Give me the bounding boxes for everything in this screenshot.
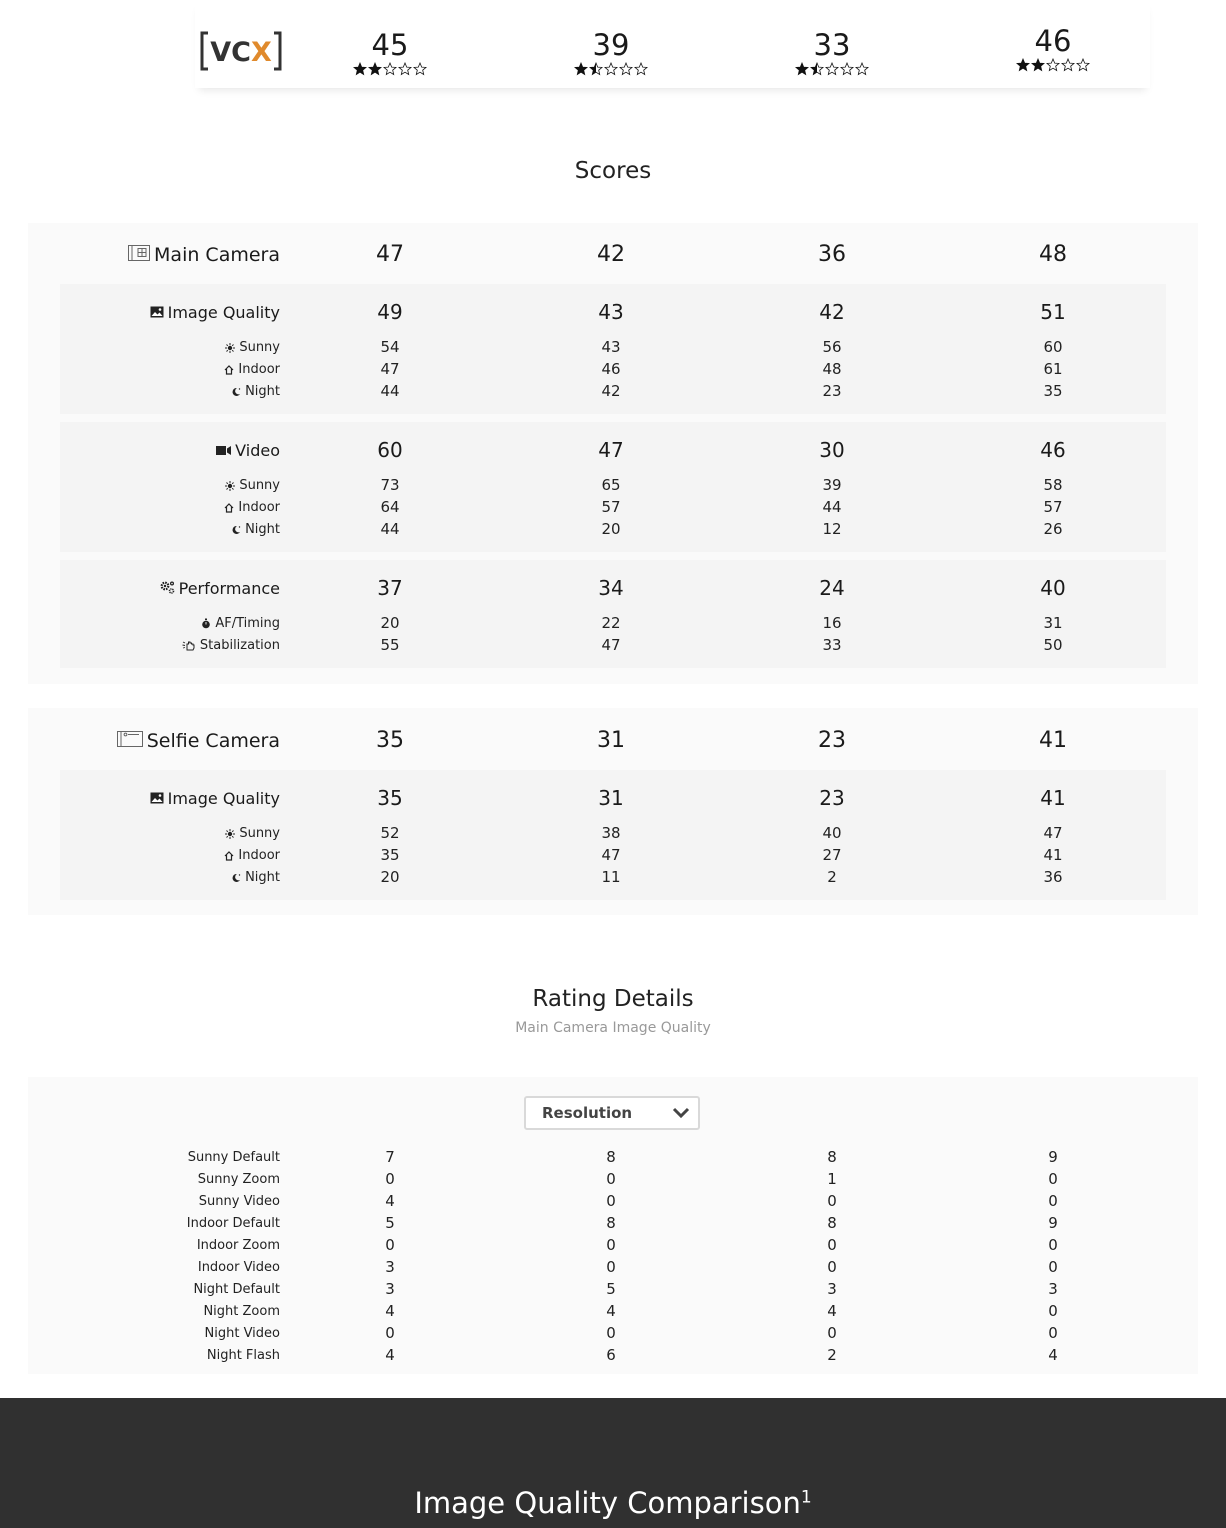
score-value: 43: [598, 300, 624, 324]
row-label-text: Video: [235, 440, 280, 460]
score-value: 35: [380, 846, 400, 864]
rating-detail-value: 0: [1048, 1170, 1058, 1188]
rating-detail-value: 9: [1048, 1148, 1058, 1166]
rating-detail-value: 0: [606, 1324, 616, 1342]
score-value: 49: [377, 300, 403, 324]
row-label-text: Indoor: [238, 361, 280, 377]
star-rating: [330, 62, 450, 76]
star-full-icon: [574, 62, 588, 76]
rating-detail-value: 8: [606, 1148, 616, 1166]
score-value: 31: [1043, 614, 1063, 632]
house-icon: [224, 498, 234, 517]
sun-icon: [225, 338, 235, 357]
score-value: 31: [598, 786, 624, 810]
selfie-camera-icon: [117, 731, 143, 751]
score-value: 61: [1043, 360, 1063, 378]
rating-detail-value: 5: [385, 1214, 395, 1232]
score-sub-row: [0, 339, 280, 355]
moon-icon: [231, 868, 241, 887]
main-camera-header: [0, 243, 280, 267]
row-label-text: Night: [245, 521, 280, 537]
rating-detail-value: 9: [1048, 1214, 1058, 1232]
star-full-icon: [1031, 58, 1045, 72]
score-value: 22: [601, 614, 621, 632]
rating-detail-value: 0: [606, 1192, 616, 1210]
rating-detail-label: Night Zoom: [203, 1303, 280, 1319]
score-value: 11: [601, 868, 621, 886]
dark-footer-section: [0, 1398, 1226, 1528]
score-value: 51: [1040, 300, 1066, 324]
rating-detail-value: 4: [385, 1346, 395, 1364]
row-label-text: Night: [245, 383, 280, 399]
star-empty-icon: [855, 62, 869, 76]
star-rating: [772, 62, 892, 76]
rating-detail-value: 5: [606, 1280, 616, 1298]
star-empty-icon: [619, 62, 633, 76]
score-value: 47: [601, 846, 621, 864]
score-value: 42: [597, 242, 625, 267]
row-label-text: Selfie Camera: [146, 730, 280, 752]
star-full-icon: [353, 62, 367, 76]
row-label-text: Image Quality: [167, 302, 280, 322]
vcx-score-column: [330, 30, 450, 76]
row-label-text: Night: [245, 869, 280, 885]
score-value: 41: [1040, 786, 1066, 810]
score-value: 20: [601, 520, 621, 538]
score-value: 44: [380, 520, 400, 538]
rating-detail-value: 0: [1048, 1258, 1058, 1276]
score-sub-row: [0, 477, 280, 493]
rating-detail-value: 2: [827, 1346, 837, 1364]
rating-detail-label: Indoor Zoom: [196, 1237, 280, 1253]
score-value: 55: [380, 636, 400, 654]
rating-detail-value: 0: [827, 1236, 837, 1254]
scores-title: Scores: [574, 158, 652, 184]
rating-detail-label: Indoor Video: [197, 1259, 280, 1275]
score-value: 41: [1043, 846, 1063, 864]
star-empty-icon: [1061, 58, 1075, 72]
vcx-score-column: [772, 30, 892, 76]
rating-detail-value: 0: [385, 1236, 395, 1254]
rating-details-title: Rating Details: [532, 986, 694, 1012]
score-value: 39: [822, 476, 842, 494]
row-label-text: Sunny: [239, 339, 280, 355]
score-value: 23: [819, 786, 845, 810]
score-sub-row: [0, 637, 280, 653]
score-value: 23: [822, 382, 842, 400]
score-value: 20: [380, 868, 400, 886]
vcx-score-value: 33: [813, 28, 851, 62]
rating-detail-label: Indoor Default: [186, 1215, 280, 1231]
rating-detail-row: [0, 1325, 280, 1341]
score-value: 16: [822, 614, 842, 632]
moon-icon: [231, 520, 241, 539]
rating-detail-label: Night Video: [204, 1325, 280, 1341]
chevron-down-icon: [672, 1105, 690, 1121]
score-value: 60: [377, 438, 403, 462]
rating-detail-row: [0, 1259, 280, 1275]
score-group-header: [0, 788, 280, 808]
score-value: 23: [818, 728, 846, 753]
score-value: 40: [822, 824, 842, 842]
row-label-text: AF/Timing: [215, 615, 280, 631]
star-full-icon: [795, 62, 809, 76]
rating-detail-value: 6: [606, 1346, 616, 1364]
vcx-score-value: 45: [371, 28, 409, 62]
score-value: 50: [1043, 636, 1063, 654]
row-label-text: Sunny: [239, 477, 280, 493]
score-value: 27: [822, 846, 842, 864]
score-value: 42: [601, 382, 621, 400]
score-sub-row: [0, 869, 280, 885]
rating-detail-row: [0, 1281, 280, 1297]
score-value: 57: [1043, 498, 1063, 516]
score-group-header: [0, 302, 280, 322]
house-icon: [224, 846, 234, 865]
star-rating: [551, 62, 671, 76]
score-value: 36: [818, 242, 846, 267]
star-half-icon: [589, 62, 603, 76]
score-value: 36: [1043, 868, 1063, 886]
rating-detail-row: [0, 1237, 280, 1253]
star-empty-icon: [825, 62, 839, 76]
vcx-score-value: 46: [1034, 24, 1072, 58]
score-value: 40: [1040, 576, 1066, 600]
rating-detail-label: Sunny Default: [187, 1149, 280, 1165]
vcx-score-column: [993, 26, 1113, 72]
rating-detail-value: 0: [827, 1324, 837, 1342]
score-value: 57: [601, 498, 621, 516]
rating-detail-value: 7: [385, 1148, 395, 1166]
row-label-text: Image Quality: [167, 788, 280, 808]
score-value: 58: [1043, 476, 1063, 494]
video-camera-icon: [216, 441, 231, 460]
score-value: 65: [601, 476, 621, 494]
star-full-icon: [1016, 58, 1030, 72]
score-value: 56: [822, 338, 842, 356]
rating-detail-value: 4: [385, 1302, 395, 1320]
score-value: 41: [1039, 728, 1067, 753]
score-value: 33: [822, 636, 842, 654]
rating-detail-value: 0: [606, 1258, 616, 1276]
score-sub-row: [0, 847, 280, 863]
row-label-text: Indoor: [238, 847, 280, 863]
rating-detail-value: 0: [385, 1170, 395, 1188]
rating-detail-row: [0, 1171, 280, 1187]
score-value: 64: [380, 498, 400, 516]
rating-detail-value: 8: [606, 1214, 616, 1232]
rating-detail-row: [0, 1215, 280, 1231]
rating-detail-value: 4: [1048, 1346, 1058, 1364]
star-empty-icon: [1046, 58, 1060, 72]
rating-details-subtitle: Main Camera Image Quality: [515, 1020, 711, 1036]
score-value: 52: [380, 824, 400, 842]
star-empty-icon: [413, 62, 427, 76]
rating-detail-row: [0, 1303, 280, 1319]
shaking-hand-icon: [182, 636, 196, 655]
score-value: 20: [380, 614, 400, 632]
dropdown-selected-value: Resolution: [542, 1104, 633, 1122]
rating-detail-label: Night Flash: [206, 1347, 280, 1363]
score-value: 47: [598, 438, 624, 462]
score-value: 31: [597, 728, 625, 753]
rating-detail-value: 0: [1048, 1302, 1058, 1320]
star-rating: [993, 58, 1113, 72]
score-value: 34: [598, 576, 624, 600]
star-empty-icon: [604, 62, 618, 76]
score-value: 12: [822, 520, 842, 538]
image-icon: [150, 303, 164, 322]
score-value: 38: [601, 824, 621, 842]
score-group-header: [0, 440, 280, 460]
score-sub-row: [0, 521, 280, 537]
star-empty-icon: [840, 62, 854, 76]
score-value: 54: [380, 338, 400, 356]
footnote-marker: 1: [800, 1487, 812, 1508]
main-camera-icon: [128, 245, 150, 265]
score-value: 47: [1043, 824, 1063, 842]
rating-detail-value: 0: [606, 1236, 616, 1254]
row-label-text: Indoor: [238, 499, 280, 515]
score-value: 24: [819, 576, 845, 600]
sun-icon: [225, 476, 235, 495]
score-group-header: [0, 578, 280, 598]
rating-detail-value: 8: [827, 1214, 837, 1232]
score-value: 60: [1043, 338, 1063, 356]
star-empty-icon: [634, 62, 648, 76]
rating-detail-value: 0: [1048, 1324, 1058, 1342]
rating-detail-value: 3: [385, 1280, 395, 1298]
criteria-dropdown[interactable]: [524, 1096, 700, 1130]
score-sub-row: [0, 361, 280, 377]
score-value: 73: [380, 476, 400, 494]
score-value: 35: [376, 728, 404, 753]
row-label-text: Sunny: [239, 825, 280, 841]
rating-detail-label: Sunny Zoom: [197, 1171, 280, 1187]
rating-detail-value: 0: [1048, 1236, 1058, 1254]
score-value: 48: [822, 360, 842, 378]
score-sub-row: [0, 499, 280, 515]
rating-detail-value: 0: [1048, 1192, 1058, 1210]
gears-icon: [160, 579, 175, 598]
score-value: 43: [601, 338, 621, 356]
rating-detail-row: [0, 1347, 280, 1363]
rating-detail-value: 4: [827, 1302, 837, 1320]
rating-detail-value: 0: [385, 1324, 395, 1342]
rating-detail-value: 0: [827, 1192, 837, 1210]
rating-detail-label: Night Default: [193, 1281, 280, 1297]
star-empty-icon: [383, 62, 397, 76]
vcx-score-column: [551, 30, 671, 76]
score-sub-row: [0, 383, 280, 399]
score-value: 30: [819, 438, 845, 462]
rating-detail-value: 1: [827, 1170, 837, 1188]
house-icon: [224, 360, 234, 379]
star-full-icon: [368, 62, 382, 76]
rating-detail-value: 4: [606, 1302, 616, 1320]
star-half-icon: [810, 62, 824, 76]
rating-detail-value: 4: [385, 1192, 395, 1210]
svg-text:VCX: VCX: [210, 37, 272, 68]
rating-detail-value: 3: [827, 1280, 837, 1298]
score-value: 46: [1040, 438, 1066, 462]
score-value: 42: [819, 300, 845, 324]
score-value: 35: [1043, 382, 1063, 400]
rating-detail-value: 0: [827, 1258, 837, 1276]
score-value: 47: [601, 636, 621, 654]
row-label-text: Performance: [178, 578, 280, 598]
star-empty-icon: [398, 62, 412, 76]
rating-detail-row: [0, 1149, 280, 1165]
row-label-text: Stabilization: [199, 637, 280, 653]
rating-detail-value: 3: [385, 1258, 395, 1276]
vcx-score-value: 39: [592, 28, 630, 62]
row-label-text: Main Camera: [154, 244, 280, 266]
sun-icon: [225, 824, 235, 843]
score-value: 35: [377, 786, 403, 810]
score-value: 2: [827, 868, 837, 886]
rating-detail-row: [0, 1193, 280, 1209]
vcx-logo: [200, 31, 282, 71]
score-value: 26: [1043, 520, 1063, 538]
rating-detail-value: 3: [1048, 1280, 1058, 1298]
image-quality-comparison-title: [0, 1486, 1226, 1520]
star-empty-icon: [1076, 58, 1090, 72]
moon-icon: [231, 382, 241, 401]
score-value: 47: [380, 360, 400, 378]
score-sub-row: [0, 825, 280, 841]
score-value: 48: [1039, 242, 1067, 267]
rating-detail-value: 8: [827, 1148, 837, 1166]
score-value: 44: [380, 382, 400, 400]
footer-title-text: Image Quality Comparison: [414, 1486, 801, 1520]
score-value: 46: [601, 360, 621, 378]
image-icon: [150, 789, 164, 808]
selfie-camera-header: [0, 729, 280, 753]
stopwatch-icon: [201, 614, 211, 633]
score-value: 47: [376, 242, 404, 267]
score-value: 37: [377, 576, 403, 600]
score-sub-row: [0, 615, 280, 631]
rating-detail-label: Sunny Video: [198, 1193, 280, 1209]
rating-detail-value: 0: [606, 1170, 616, 1188]
score-value: 44: [822, 498, 842, 516]
